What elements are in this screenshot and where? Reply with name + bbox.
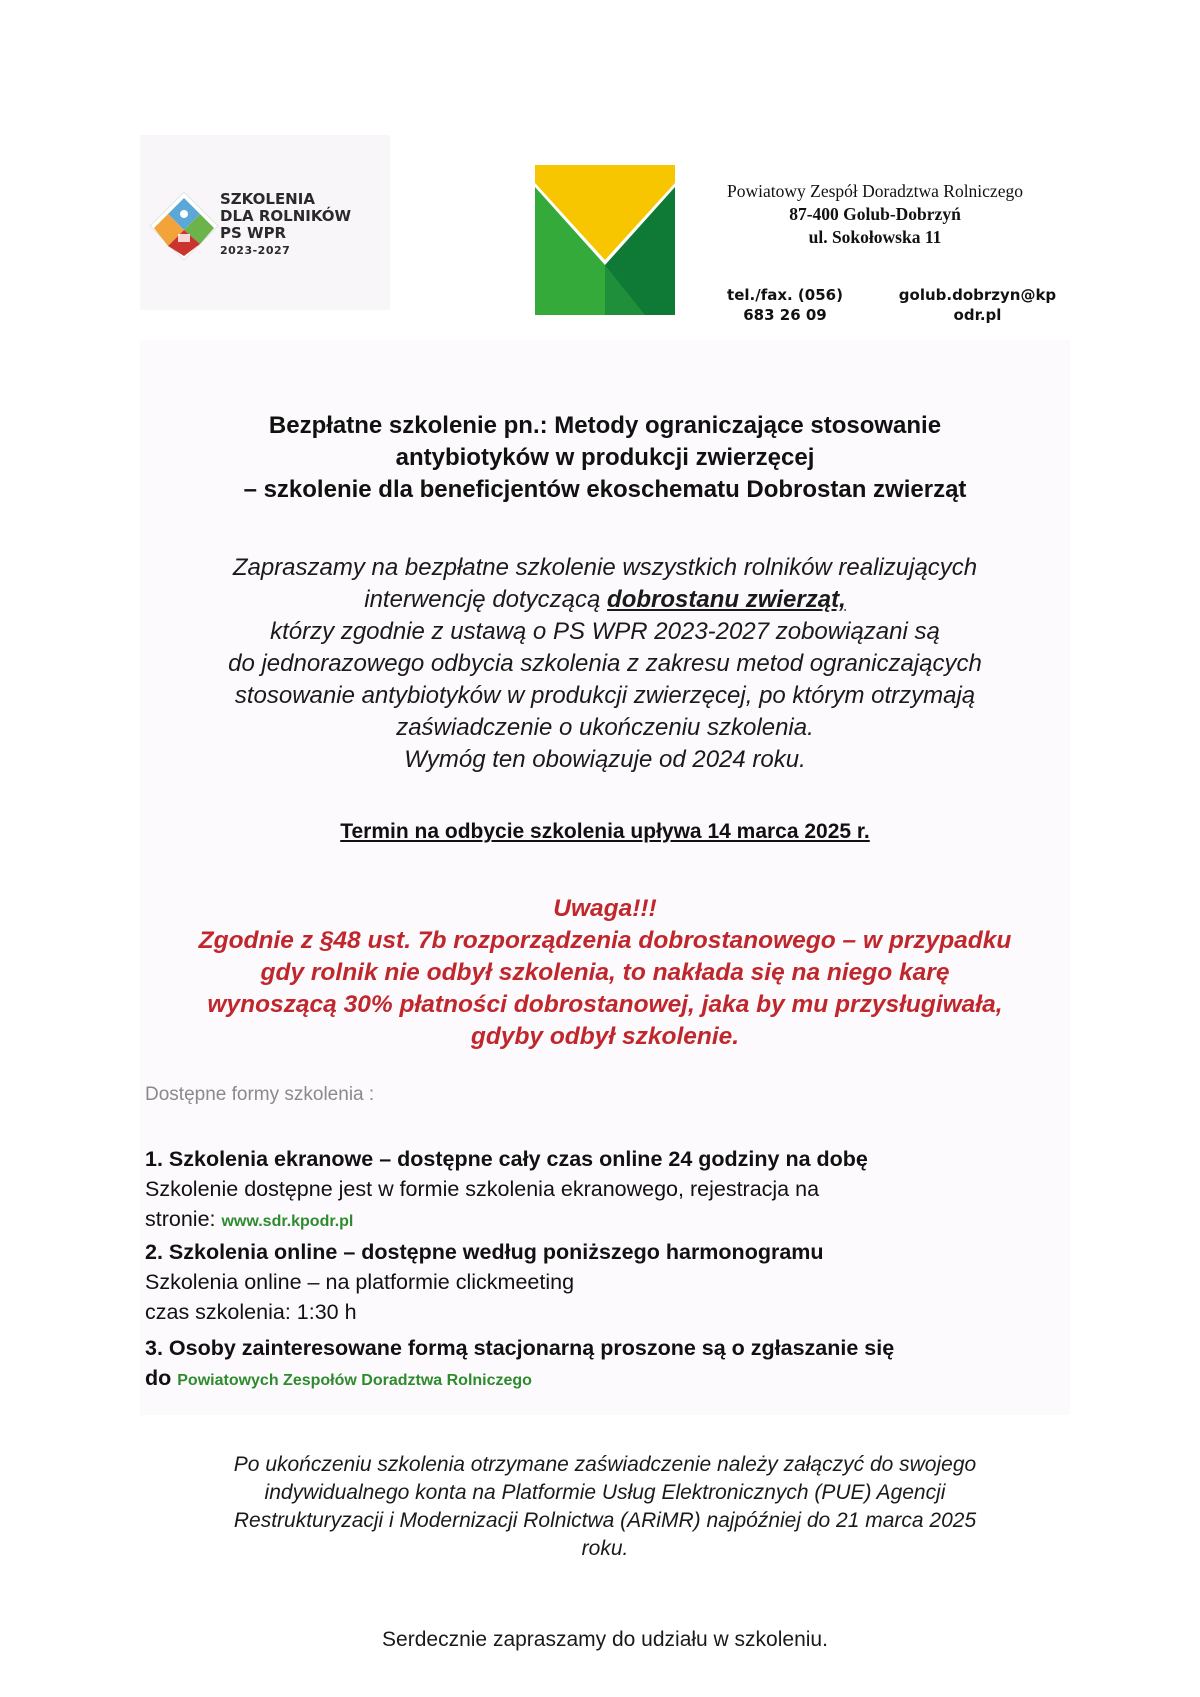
organization-address-street: ul. Sokołowska 11 [808, 227, 942, 247]
form-item1-line2 [145, 1204, 1065, 1237]
form-item2-heading: 2. Szkolenia online – dostępne według poniższego harmonogramu [145, 1240, 824, 1264]
invite-line1: Zapraszamy na bezpłatne szkolenie wszystkich rolników realizujących [232, 554, 978, 581]
form-item2-line2: czas szkolenia: 1:30 h [145, 1300, 357, 1324]
form-item1-line1: Szkolenie dostępne jest w formie szkolenia ekranowego, rejestracja na [145, 1177, 820, 1201]
title-line1: Bezpłatne szkolenie pn.: Metody ograniczające stosowanie [268, 412, 942, 439]
warning-line3: wynoszącą 30% płatności dobrostanowej, jaka by mu przysługiwała, [207, 991, 1003, 1018]
form-item2-line1: Szkolenia online – na platformie clickmeeting [145, 1270, 575, 1294]
form-item1-heading: 1. Szkolenia ekranowe – dostępne cały czas online 24 godziny na dobę [145, 1147, 868, 1171]
invite-line3: którzy zgodnie z ustawą o PS WPR 2023-2027 zobowiązani są [270, 618, 940, 645]
form-item1-line2-prefix: stronie: [145, 1207, 222, 1231]
invite-line2 [140, 584, 1070, 616]
document-title [140, 410, 1070, 506]
warning-line4: gdyby odbył szkolenie. [470, 1023, 740, 1050]
contact-email-line2: odr.pl [953, 306, 1002, 324]
title-line2: antybiotyków w produkcji zwierzęcej [395, 444, 815, 471]
contact-email [890, 285, 1065, 325]
program-emblem-icon [148, 190, 220, 262]
kpodr-logo [535, 165, 675, 315]
deadline-notice: Termin na odbycie szkolenia upływa 14 marca 2025 r. [340, 820, 870, 843]
invite-line2-prefix: interwencję dotyczącą [364, 586, 608, 613]
form-item3-line1: 3. Osoby zainteresowane formą stacjonarną proszone są o zgłaszanie się [145, 1336, 895, 1360]
invite-line5: stosowanie antybiotyków w produkcji zwierzęcej, po którym otrzymają [234, 682, 976, 709]
warning-line2: gdy rolnik nie odbył szkolenia, to nakłada się na niego karę [260, 959, 950, 986]
form-item3-line2-prefix: do [145, 1366, 178, 1390]
warning-line1: Zgodnie z §48 ust. 7b rozporządzenia dobrostanowego – w przypadku [198, 927, 1012, 954]
invite-line6: zaświadczenie o ukończeniu szkolenia. [396, 714, 814, 741]
contact-phone-line2: 683 26 09 [743, 306, 827, 324]
sdr-link[interactable]: www.sdr.kpodr.pl [221, 1213, 354, 1230]
footer-line4: roku. [581, 1537, 629, 1560]
footer-line1: Po ukończeniu szkolenia otrzymane zaświadczenie należy załączyć do swojego [233, 1453, 977, 1476]
warning-block [140, 893, 1070, 1053]
program-logo-line2: DLA ROLNIKÓW [220, 207, 352, 225]
organization-name: Powiatowy Zespół Doradztwa Rolniczego [727, 181, 1023, 201]
organization-info [700, 180, 1050, 249]
invite-emphasis: dobrostanu zwierząt, [607, 586, 846, 613]
invite-line4: do jednorazowego odbycia szkolenia z zakresu metod ograniczających [228, 650, 982, 677]
contact-phone-line1: tel./fax. (056) [727, 286, 843, 304]
program-logo-line4: 2023-2027 [220, 244, 291, 257]
program-logo [140, 135, 390, 310]
pzdr-link[interactable]: Powiatowych Zespołów Doradztwa Rolniczego [177, 1372, 532, 1389]
organization-address-city: 87-400 Golub-Dobrzyń [789, 204, 961, 224]
contact-phone [705, 285, 865, 325]
form-item3-line2 [145, 1363, 1065, 1396]
program-logo-line3: PS WPR [220, 224, 287, 242]
kpodr-logo-icon [535, 165, 675, 315]
program-logo-text [220, 191, 351, 259]
contact-email-line1: golub.dobrzyn@kp [898, 286, 1057, 304]
invite-line7: Wymóg ten obowiązuje od 2024 roku. [404, 746, 806, 773]
warning-heading: Uwaga!!! [553, 895, 657, 922]
invitation-text [140, 552, 1070, 776]
footer-line2: indywidualnego konta na Platformie Usług Elektronicznych (PUE) Agencji [264, 1481, 946, 1504]
program-logo-line1: SZKOLENIA [220, 190, 315, 208]
footer-note [140, 1451, 1070, 1563]
footer-line3: Restrukturyzacji i Modernizacji Rolnictwa (ARiMR) najpóźniej do 21 marca 2025 [233, 1509, 977, 1532]
training-forms-list [145, 1144, 1065, 1396]
closing-line: Serdecznie zapraszamy do udziału w szkoleniu. [382, 1628, 828, 1651]
forms-label: Dostępne formy szkolenia : [145, 1084, 375, 1105]
title-line3: – szkolenie dla beneficjentów ekoschematu Dobrostan zwierząt [243, 476, 967, 503]
